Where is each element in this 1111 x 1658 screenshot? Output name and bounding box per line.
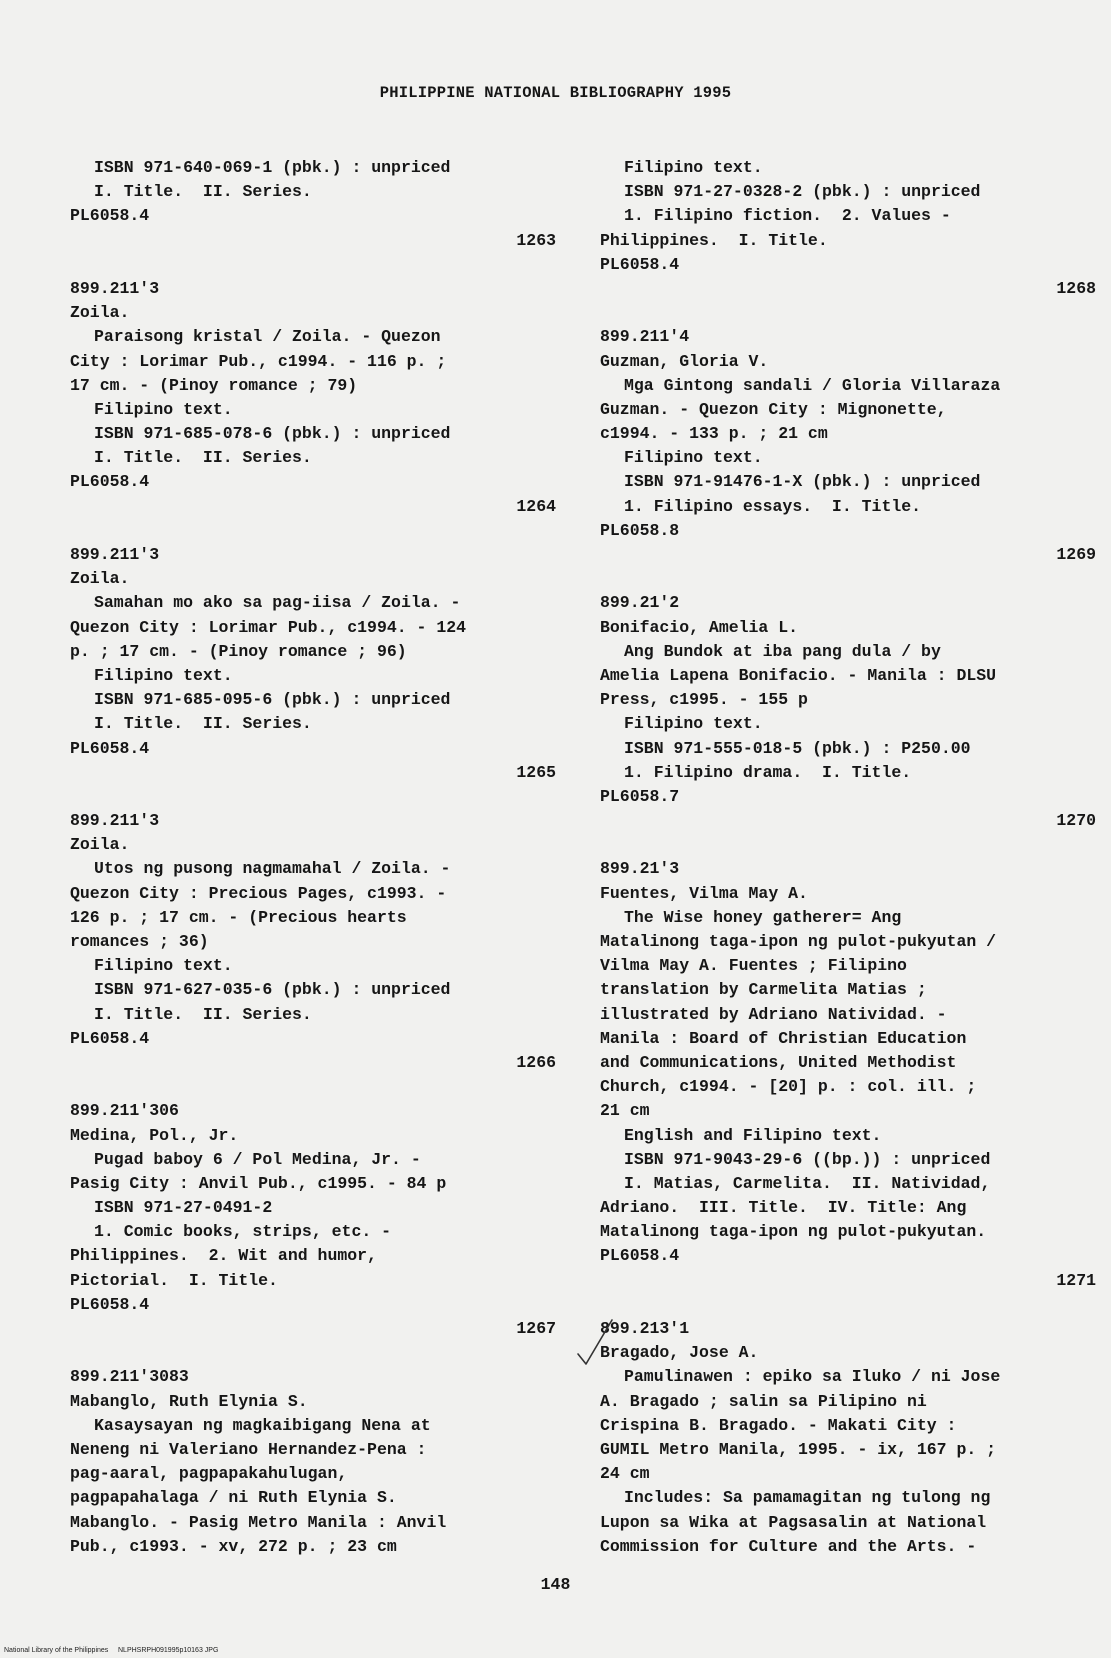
right-column: [600, 156, 1096, 1559]
entry-line: Medina, Pol., Jr.: [70, 1125, 239, 1145]
entry-line: 899.211'3083: [70, 1367, 189, 1387]
entry-line: Filipino text.: [624, 714, 763, 734]
entry-line: PL6058.4: [600, 1246, 680, 1266]
entry-number: 1271: [1056, 1270, 1096, 1290]
entry-line: and Communications, United Methodist: [600, 1052, 957, 1072]
entry-line: Crispina B. Bragado. - Makati City :: [600, 1415, 957, 1435]
entry-line: Zoila.: [70, 303, 130, 323]
entry-line: c1994. - 133 p. ; 21 cm: [600, 424, 828, 444]
entry-line: PL6058.4: [70, 1028, 150, 1048]
entry-line: Pictorial. I. Title.: [70, 1270, 278, 1290]
entry-line: 1. Filipino fiction. 2. Values -: [624, 206, 951, 226]
entry-line: PL6058.4: [70, 472, 150, 492]
entry-line: Pub., c1993. - xv, 272 p. ; 23 cm: [70, 1536, 397, 1556]
entry-line: romances ; 36): [70, 932, 209, 951]
entry-line: Quezon City : Lorimar Pub., c1994. - 124: [70, 617, 467, 637]
entry-line: Mabanglo. - Pasig Metro Manila : Anvil: [70, 1512, 447, 1532]
entry-line: ISBN 971-9043-29-6 ((bp.)) : unpriced: [624, 1149, 991, 1169]
page-number: 148: [540, 1575, 571, 1594]
entry-spacer: [70, 253, 556, 277]
entry-line: 126 p. ; 17 cm. - (Precious hearts: [70, 907, 407, 927]
entry-line: I. Title. II. Series.: [94, 182, 312, 202]
entry-line: ISBN 971-685-095-6 (pbk.) : unpriced: [94, 690, 451, 710]
entry-line: PL6058.4: [70, 206, 150, 226]
entry-line: pagpapahalaga / ni Ruth Elynia S.: [70, 1488, 397, 1508]
entry-line: The Wise honey gatherer= Ang: [624, 907, 902, 927]
entry-line: Includes: Sa pamamagitan ng tulong ng: [624, 1488, 991, 1508]
entry-line: PL6058.8: [600, 520, 680, 540]
entry-line: Filipino text.: [94, 665, 233, 685]
entry-spacer: [600, 833, 1096, 857]
entry-line: I. Title. II. Series.: [94, 1004, 312, 1024]
entry-line: English and Filipino text.: [624, 1125, 882, 1145]
entry-line: pag-aaral, pagpapakahulugan,: [70, 1464, 348, 1484]
entry-line: Church, c1994. - [20] p. : col. ill. ;: [600, 1077, 977, 1097]
entry-line: Paraisong kristal / Zoila. - Quezon: [94, 327, 441, 347]
entry-line: Manila : Board of Christian Education: [600, 1028, 967, 1048]
entry-line: Commission for Culture and the Arts. -: [600, 1536, 977, 1556]
entry-number: 1270: [1056, 811, 1096, 831]
entry-line: Filipino text.: [94, 956, 233, 976]
entry-line: Mga Gintong sandali / Gloria Villaraza: [624, 375, 1001, 395]
entry-line: ISBN 971-27-0491-2: [94, 1198, 273, 1218]
entry-number: 1268: [1056, 278, 1096, 298]
entry-line: Guzman. - Quezon City : Mignonette,: [600, 399, 947, 419]
entry-line: Quezon City : Precious Pages, c1993. -: [70, 883, 447, 903]
entry-line: City : Lorimar Pub., c1994. - 116 p. ;: [70, 351, 447, 371]
entry-line: Bragado, Jose A.: [600, 1343, 759, 1363]
entry-number: 1266: [516, 1052, 556, 1072]
entry-line: 17 cm. - (Pinoy romance ; 79): [70, 375, 358, 395]
entry-line: Pugad baboy 6 / Pol Medina, Jr. -: [94, 1149, 421, 1169]
entry-line: 21 cm: [600, 1101, 650, 1121]
entry-number: 1265: [516, 762, 556, 782]
entry-line: 1. Filipino drama. I. Title.: [624, 762, 912, 782]
entry-line: Filipino text.: [94, 399, 233, 419]
entry-line: ISBN 971-640-069-1 (pbk.) : unpriced: [94, 158, 451, 177]
entry-line: Zoila.: [70, 569, 130, 589]
entry-line: 899.21'2: [600, 593, 680, 613]
entry-line: Filipino text.: [624, 158, 763, 177]
entry-line: Neneng ni Valeriano Hernandez-Pena :: [70, 1439, 427, 1459]
entry-line: Pasig City : Anvil Pub., c1995. - 84 p: [70, 1173, 447, 1193]
entry-line: 899.211'3: [70, 811, 160, 831]
page-title: PHILIPPINE NATIONAL BIBLIOGRAPHY 1995: [379, 84, 732, 102]
entry-line: Kasaysayan ng magkaibigang Nena at: [94, 1415, 431, 1435]
entry-number: 1264: [516, 496, 556, 516]
entry-line: Philippines. I. Title.: [600, 230, 828, 250]
entry-line: Zoila.: [70, 835, 130, 855]
entry-line: Pamulinawen : epiko sa Iluko / ni Jose: [624, 1367, 1001, 1387]
entry-line: 24 cm: [600, 1464, 650, 1484]
entry-line: Samahan mo ako sa pag-iisa / Zoila. -: [94, 593, 461, 613]
entry-line: 1. Comic books, strips, etc. -: [94, 1222, 392, 1242]
entry-line: Mabanglo, Ruth Elynia S.: [70, 1391, 308, 1411]
entry-line: Bonifacio, Amelia L.: [600, 617, 799, 637]
entry-line: Press, c1995. - 155 p: [600, 690, 808, 710]
entry-line: Ang Bundok at iba pang dula / by: [624, 641, 941, 661]
entry-line: Vilma May A. Fuentes ; Filipino: [600, 956, 907, 976]
entry-line: 899.21'3: [600, 859, 680, 879]
entry-line: PL6058.4: [600, 254, 680, 274]
entry-line: Utos ng pusong nagmamahal / Zoila. -: [94, 859, 451, 879]
entry-line: 899.213'1: [600, 1319, 690, 1338]
entry-line: p. ; 17 cm. - (Pinoy romance ; 96): [70, 641, 407, 661]
entry-line: ISBN 971-91476-1-X (pbk.) : unpriced: [624, 472, 981, 492]
entry-line: PL6058.4: [70, 1294, 150, 1314]
entry-line: Matalinong taga-ipon ng pulot-pukyutan /: [600, 932, 997, 951]
handwritten-checkmark-icon: [576, 1318, 622, 1378]
entry-line: 1. Filipino essays. I. Title.: [624, 496, 922, 516]
entry-line: Lupon sa Wika at Pagsasalin at National: [600, 1512, 987, 1532]
entry-line: Amelia Lapena Bonifacio. - Manila : DLSU: [600, 665, 997, 685]
entry-line: I. Matias, Carmelita. II. Natividad,: [624, 1173, 991, 1193]
entry-spacer: [70, 519, 556, 543]
entry-spacer: [600, 301, 1096, 325]
entry-spacer: [70, 1075, 556, 1099]
entry-number: 1269: [1056, 545, 1096, 564]
entry-spacer: [600, 567, 1096, 591]
entry-line: Matalinong taga-ipon ng pulot-pukyutan.: [600, 1222, 987, 1242]
entry-spacer: [70, 785, 556, 809]
entry-line: Philippines. 2. Wit and humor,: [70, 1246, 377, 1266]
scan-credit: National Library of the Philippines NLPHSRPH091995p10163 JPG: [4, 1647, 219, 1654]
entry-line: ISBN 971-555-018-5 (pbk.) : P250.00: [624, 738, 971, 758]
entry-line: I. Title. II. Series.: [94, 714, 312, 734]
entry-line: ISBN 971-685-078-6 (pbk.) : unpriced: [94, 424, 451, 444]
entry-line: Fuentes, Vilma May A.: [600, 883, 808, 903]
entry-line: 899.211'4: [600, 327, 690, 347]
entry-line: 899.211'3: [70, 278, 160, 298]
entry-line: PL6058.7: [600, 786, 680, 806]
entry-line: illustrated by Adriano Natividad. -: [600, 1004, 947, 1024]
entry-line: PL6058.4: [70, 738, 150, 758]
entry-number: 1267: [516, 1319, 556, 1338]
entry-line: ISBN 971-627-035-6 (pbk.) : unpriced: [94, 980, 451, 1000]
entry-line: A. Bragado ; salin sa Pilipino ni: [600, 1391, 927, 1411]
entry-line: 899.211'306: [70, 1101, 179, 1121]
entry-line: Adriano. III. Title. IV. Title: Ang: [600, 1198, 967, 1218]
entry-line: Filipino text.: [624, 448, 763, 468]
entry-line: ISBN 971-27-0328-2 (pbk.) : unpriced: [624, 182, 981, 202]
entry-line: Guzman, Gloria V.: [600, 351, 769, 371]
left-column: [70, 156, 556, 1559]
entry-number: 1263: [516, 230, 556, 250]
entry-line: translation by Carmelita Matias ;: [600, 980, 927, 1000]
entry-line: 899.211'3: [70, 545, 160, 564]
entry-spacer: [70, 1341, 556, 1365]
entry-line: GUMIL Metro Manila, 1995. - ix, 167 p. ;: [600, 1439, 997, 1459]
entry-line: I. Title. II. Series.: [94, 448, 312, 468]
entry-spacer: [600, 1293, 1096, 1317]
